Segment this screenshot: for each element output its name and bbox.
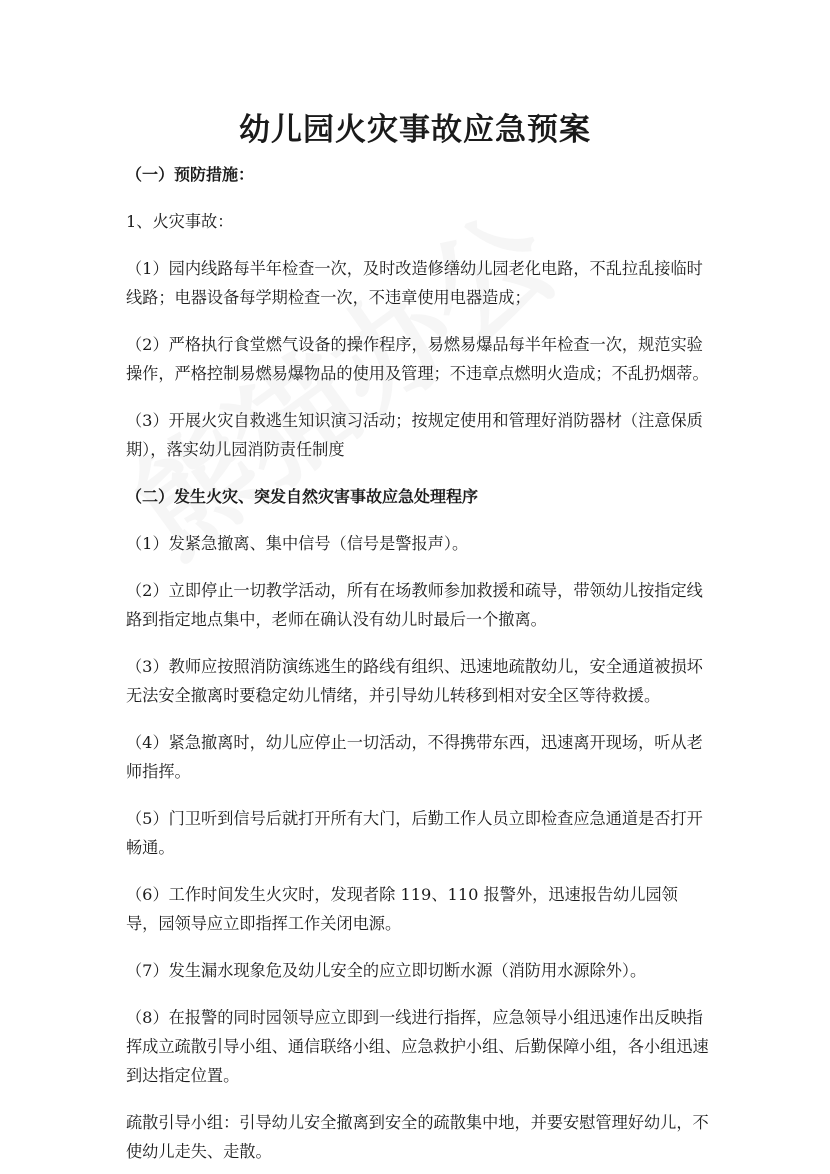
document-title: 幼儿园火灾事故应急预案 bbox=[239, 112, 591, 148]
paragraph: （6）工作时间发生火灾时，发现者除 119、110 报警外，迅速报告幼儿园领导，园领导应立即指挥工作关闭电源。 bbox=[126, 885, 678, 933]
paragraph: （1）发紧急撤离、集中信号（信号是警报声）。 bbox=[126, 534, 469, 553]
section-heading-procedure: （二）发生火灾、突发自然灾害事故应急处理程序 bbox=[126, 487, 479, 506]
section-heading-prevention: （一）预防措施： bbox=[126, 165, 255, 184]
document-body bbox=[126, 160, 710, 1174]
paragraph: （8）在报警的同时园领导应立即到一线进行指挥，应急领导小组迅速作出反映指挥成立疏散引导小组、通信联络小组、应急救护小组、后勤保障小组，各小组迅速到达指定位置。 bbox=[126, 1008, 709, 1085]
paragraph: （2）立即停止一切教学活动，所有在场教师参加救援和疏导，带领幼儿按指定线路到指定地点集中，老师在确认没有幼儿时最后一个撤离。 bbox=[126, 581, 703, 629]
paragraph: 1、火灾事故： bbox=[126, 212, 234, 231]
paragraph: （3）教师应按照消防演练逃生的路线有组织、迅速地疏散幼儿，安全通道被损坏无法安全撤离时要稳定幼儿情绪，并引导幼儿转移到相对安全区等待救援。 bbox=[126, 657, 703, 705]
paragraph: （7）发生漏水现象危及幼儿安全的应立即切断水源（消防用水源除外）。 bbox=[126, 961, 647, 980]
paragraph: （4）紧急撤离时，幼儿应停止一切活动，不得携带东西，迅速离开现场，听从老师指挥。 bbox=[126, 733, 703, 781]
paragraph: （1）园内线路每半年检查一次，及时改造修缮幼儿园老化电路，不乱拉乱接临时线路；电器设备每学期检查一次，不违章使用电器造成； bbox=[126, 259, 703, 307]
paragraph: 疏散引导小组：引导幼儿安全撤离到安全的疏散集中地，并要安慰管理好幼儿，不使幼儿走失、走散。 bbox=[126, 1113, 709, 1161]
paragraph: （3）开展火灾自救逃生知识演习活动；按规定使用和管理好消防器材（注意保质期），落实幼儿园消防责任制度 bbox=[126, 411, 703, 459]
paragraph: （2）严格执行食堂燃气设备的操作程序，易燃易爆品每半年检查一次，规范实验操作，严格控制易燃易爆物品的使用及管理；不违章点燃明火造成；不乱扔烟蒂。 bbox=[126, 335, 709, 383]
paragraph: （5）门卫听到信号后就打开所有大门，后勤工作人员立即检查应急通道是否打开畅通。 bbox=[126, 809, 703, 857]
